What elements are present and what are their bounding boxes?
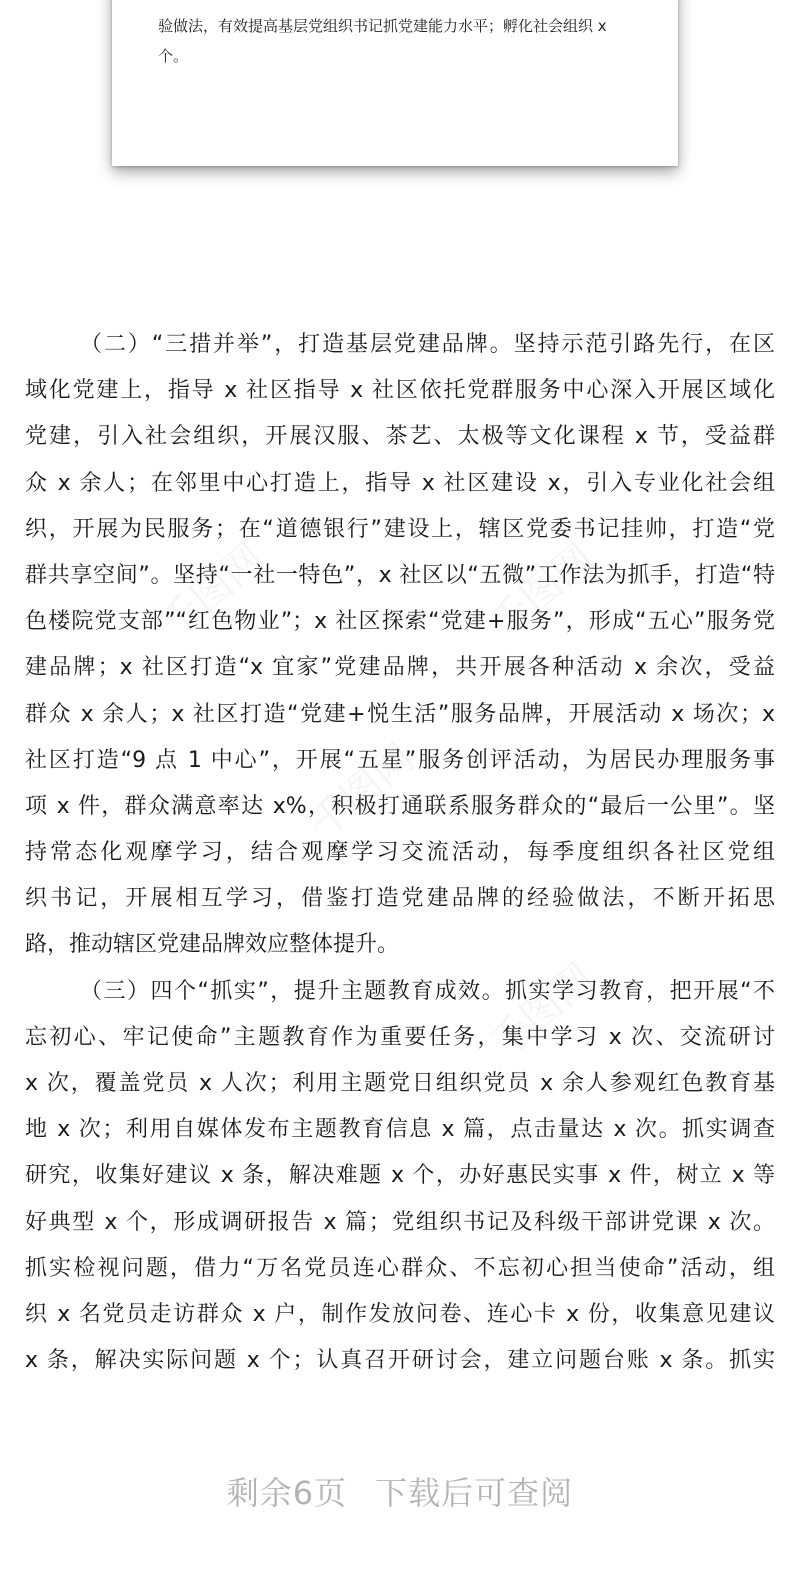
- text-line: 好典型 x 个，形成调研报告 x 篇；党组织书记及科级干部讲党课 x 次。: [25, 1209, 775, 1235]
- download-to-view-label: 下载后可查阅: [375, 1474, 574, 1512]
- text-line: 众 x 余人；在邻里中心打造上，指导 x 社区建设 x，引入专业化社会组: [25, 470, 775, 496]
- text-line: 项 x 件，群众满意率达 x%，积极打通联系服务群众的“最后一公里”。坚: [25, 793, 775, 819]
- text-line: 织 x 名党员走访群众 x 户，制作发放问卷、连心卡 x 份，收集意见建议: [25, 1301, 775, 1327]
- text-line: 群共享空间”。坚持“一社一特色”，x 社区以“五微”工作法为抓手，打造“特: [25, 562, 775, 588]
- text-line: 域化党建上，指导 x 社区指导 x 社区依托党群服务中心深入开展区域化: [25, 378, 775, 404]
- text-line: 色楼院党支部”“红色物业”；x 社区探索“党建+服务”，形成“五心”服务党: [25, 609, 775, 635]
- article-body: [25, 322, 775, 1384]
- text-line: 忘初心、牢记使命”主题教育作为重要任务，集中学习 x 次、交流研讨: [25, 1024, 775, 1050]
- text-line: x 条，解决实际问题 x 个；认真召开研讨会，建立问题台账 x 条。抓实: [25, 1348, 775, 1374]
- text-line: 社区打造“9 点 1 中心”，开展“五星”服务创评活动，为居民办理服务事: [25, 747, 775, 773]
- watermark: 千图网: [481, 534, 603, 648]
- watermark: 千图网: [301, 734, 423, 848]
- text-line: 织书记，开展相互学习，借鉴打造党建品牌的经验做法，不断开拓思: [25, 886, 775, 912]
- preview-card-text: [158, 11, 648, 71]
- text-line: 持常态化观摩学习，结合观摩学习交流活动，每季度组织各社区党组: [25, 840, 775, 866]
- text-line: x 次，覆盖党员 x 人次；利用主题党日组织党员 x 余人参观红色教育基: [25, 1071, 775, 1096]
- download-prompt[interactable]: [0, 1468, 800, 1514]
- watermark: 千图网: [481, 954, 603, 1068]
- text-line: 建品牌；x 社区打造“x 宜家”党建品牌，共开展各种活动 x 余次，受益: [25, 655, 775, 681]
- preview-line: 个。: [158, 47, 189, 65]
- text-line: 党建，引入社会组织，开展汉服、茶艺、太极等文化课程 x 节，受益群: [25, 424, 775, 450]
- text-line: 路，推动辖区党建品牌效应整体提升。: [25, 932, 400, 958]
- text-line: 抓实检视问题，借力“万名党员连心群众、不忘初心担当使命”活动，组: [25, 1255, 775, 1281]
- text-line: 织，开展为民服务；在“道德银行”建设上，辖区党委书记挂帅，打造“党: [25, 516, 775, 542]
- watermark: 千图网: [151, 534, 273, 648]
- text-line: （三）四个“抓实”，提升主题教育成效。抓实学习教育，把开展“不: [80, 978, 775, 1004]
- text-line: 研究，收集好建议 x 条，解决难题 x 个，办好惠民实事 x 件，树立 x 等: [25, 1163, 775, 1189]
- text-line: 群众 x 余人；x 社区打造“党建+悦生活”服务品牌，开展活动 x 场次；x: [25, 701, 775, 727]
- preview-page-card: [112, 0, 678, 166]
- preview-line: 验做法，有效提高基层党组织书记抓党建能力水平；孵化社会组织 x: [158, 17, 607, 35]
- text-line: （二）“三措并举”，打造基层党建品牌。坚持示范引路先行，在区: [80, 332, 775, 357]
- text-line: 地 x 次；利用自媒体发布主题教育信息 x 篇，点击量达 x 次。抓实调查: [25, 1117, 775, 1143]
- remaining-pages-label: 剩余6页: [226, 1474, 348, 1512]
